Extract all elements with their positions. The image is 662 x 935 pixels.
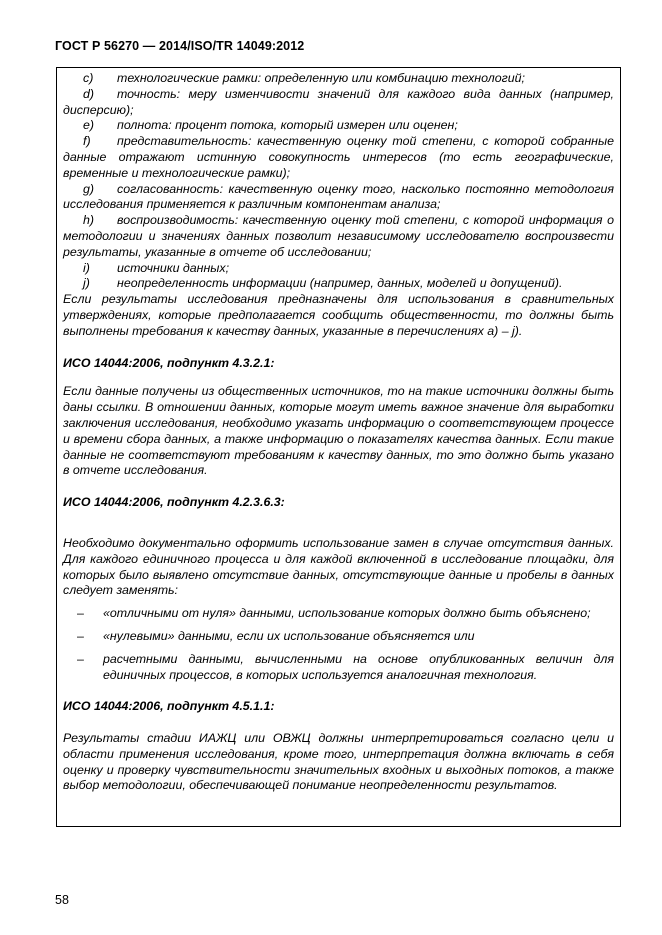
list-item-j (63, 276, 614, 292)
list-item-text: технологические рамки: определенную или комбинацию технологий; (117, 71, 525, 85)
dash-list-text: «нулевыми» данными, если их использование объясняется или (103, 628, 475, 643)
section-heading-4-2-3-6-3: ИСО 14044:2006, подпункт 4.2.3.6.3: (63, 495, 285, 510)
list-item-label: e) (83, 118, 95, 133)
paragraph-interpretation: Результаты стадии ИАЖЦ или ОВЖЦ должны интерпретироваться согласно цели и области применения исследования, кроме того, интерпретация должна включать в себя оценку и проверку чувствительности значительных входных и выходных потоков, а также выбор методологии, обеспечивающей понимание неопределенности результатов. (63, 731, 614, 793)
dash-bullet: – (77, 651, 84, 666)
list-item-text: неопределенность информации (например, данных, моделей и допущений). (117, 276, 563, 291)
list-item-c (63, 71, 614, 87)
dash-list-item (63, 652, 614, 684)
list-item-h (63, 213, 614, 260)
list-item-text: полнота: процент потока, который измерен или оценен; (117, 118, 458, 133)
list-item-label: f) (83, 134, 91, 149)
paragraph-public-sources: Если данные получены из общественных источников, то на такие источники должны быть даны ссылки. В отношении данных, которые могут иметь важное значение для выработки заключения исследования, необходимо указать информацию о соответствующем процессе и времени сбора данных, а также информацию о показателях качества данных. Если такие данные не соответствуют требованиям к качеству данных, то это должно быть указано в отчете исследования. (63, 384, 614, 478)
list-item-g (63, 182, 614, 214)
list-item-i (63, 261, 614, 277)
section-heading-4-3-2-1: ИСО 14044:2006, подпункт 4.3.2.1: (63, 355, 275, 370)
list-item-label: c) (83, 71, 94, 85)
page-number: 58 (55, 893, 69, 907)
dash-bullet: – (77, 628, 84, 643)
list-item-text: точность: меру изменчивости значений для каждого вида данных (например, дисперсию); (63, 86, 614, 117)
list-item-label: j) (83, 276, 90, 291)
document-header: ГОСТ Р 56270 — 2014/ISO/TR 14049:2012 (55, 39, 305, 53)
list-item-label: h) (83, 213, 95, 228)
list-item-text: воспроизводимость: качественную оценку той степени, с которой информация о методологии и значениях данных позволит независимому исследователю воспроизвести результаты, указанные в отчете об исследовании; (63, 213, 614, 259)
dash-list-text: расчетными данными, вычисленными на основе опубликованных величин для единичных процессов, в которых используется аналогичная технология. (103, 651, 614, 682)
list-item-e (63, 118, 614, 134)
list-item-d (63, 87, 614, 119)
section-heading-4-5-1-1: ИСО 14044:2006, подпункт 4.5.1.1: (63, 699, 275, 714)
list-item-f (63, 134, 614, 181)
list-item-label: d) (83, 86, 95, 101)
dash-bullet: – (77, 606, 84, 621)
quoted-content-box (56, 67, 621, 827)
dash-list-text: «отличными от нуля» данными, использование которых должно быть объяснено; (103, 606, 591, 621)
paragraph-missing-data: Необходимо документально оформить использование замен в случае отсутствия данных. Для каждого единичного процесса и для каждой включенной в исследование площадки, для которых было выявлено отсутствие данных, отсутствующие данные и пробелы в данных следует заменять: (63, 535, 614, 598)
paragraph-comparative-claims: Если результаты исследования предназначены для использования в сравнительных утверждениях, которые предполагается сообщить общественности, то должны быть выполнены требования к качеству данных, указанные в перечислениях а) – j). (63, 292, 614, 338)
list-item-label: g) (83, 181, 95, 196)
list-item-text: представительность: качественную оценку той степени, с которой собранные данные отражают истинную совокупность интересов (то есть географические, временные и технологические рамки); (63, 134, 614, 180)
list-item-text: согласованность: качественную оценку того, насколько постоянно методология исследования применяется к различным компонентам анализа; (63, 181, 614, 212)
dash-list-item (63, 606, 614, 622)
list-item-label: i) (83, 260, 90, 275)
list-item-text: источники данных; (117, 260, 230, 275)
dash-list-item (63, 629, 614, 645)
